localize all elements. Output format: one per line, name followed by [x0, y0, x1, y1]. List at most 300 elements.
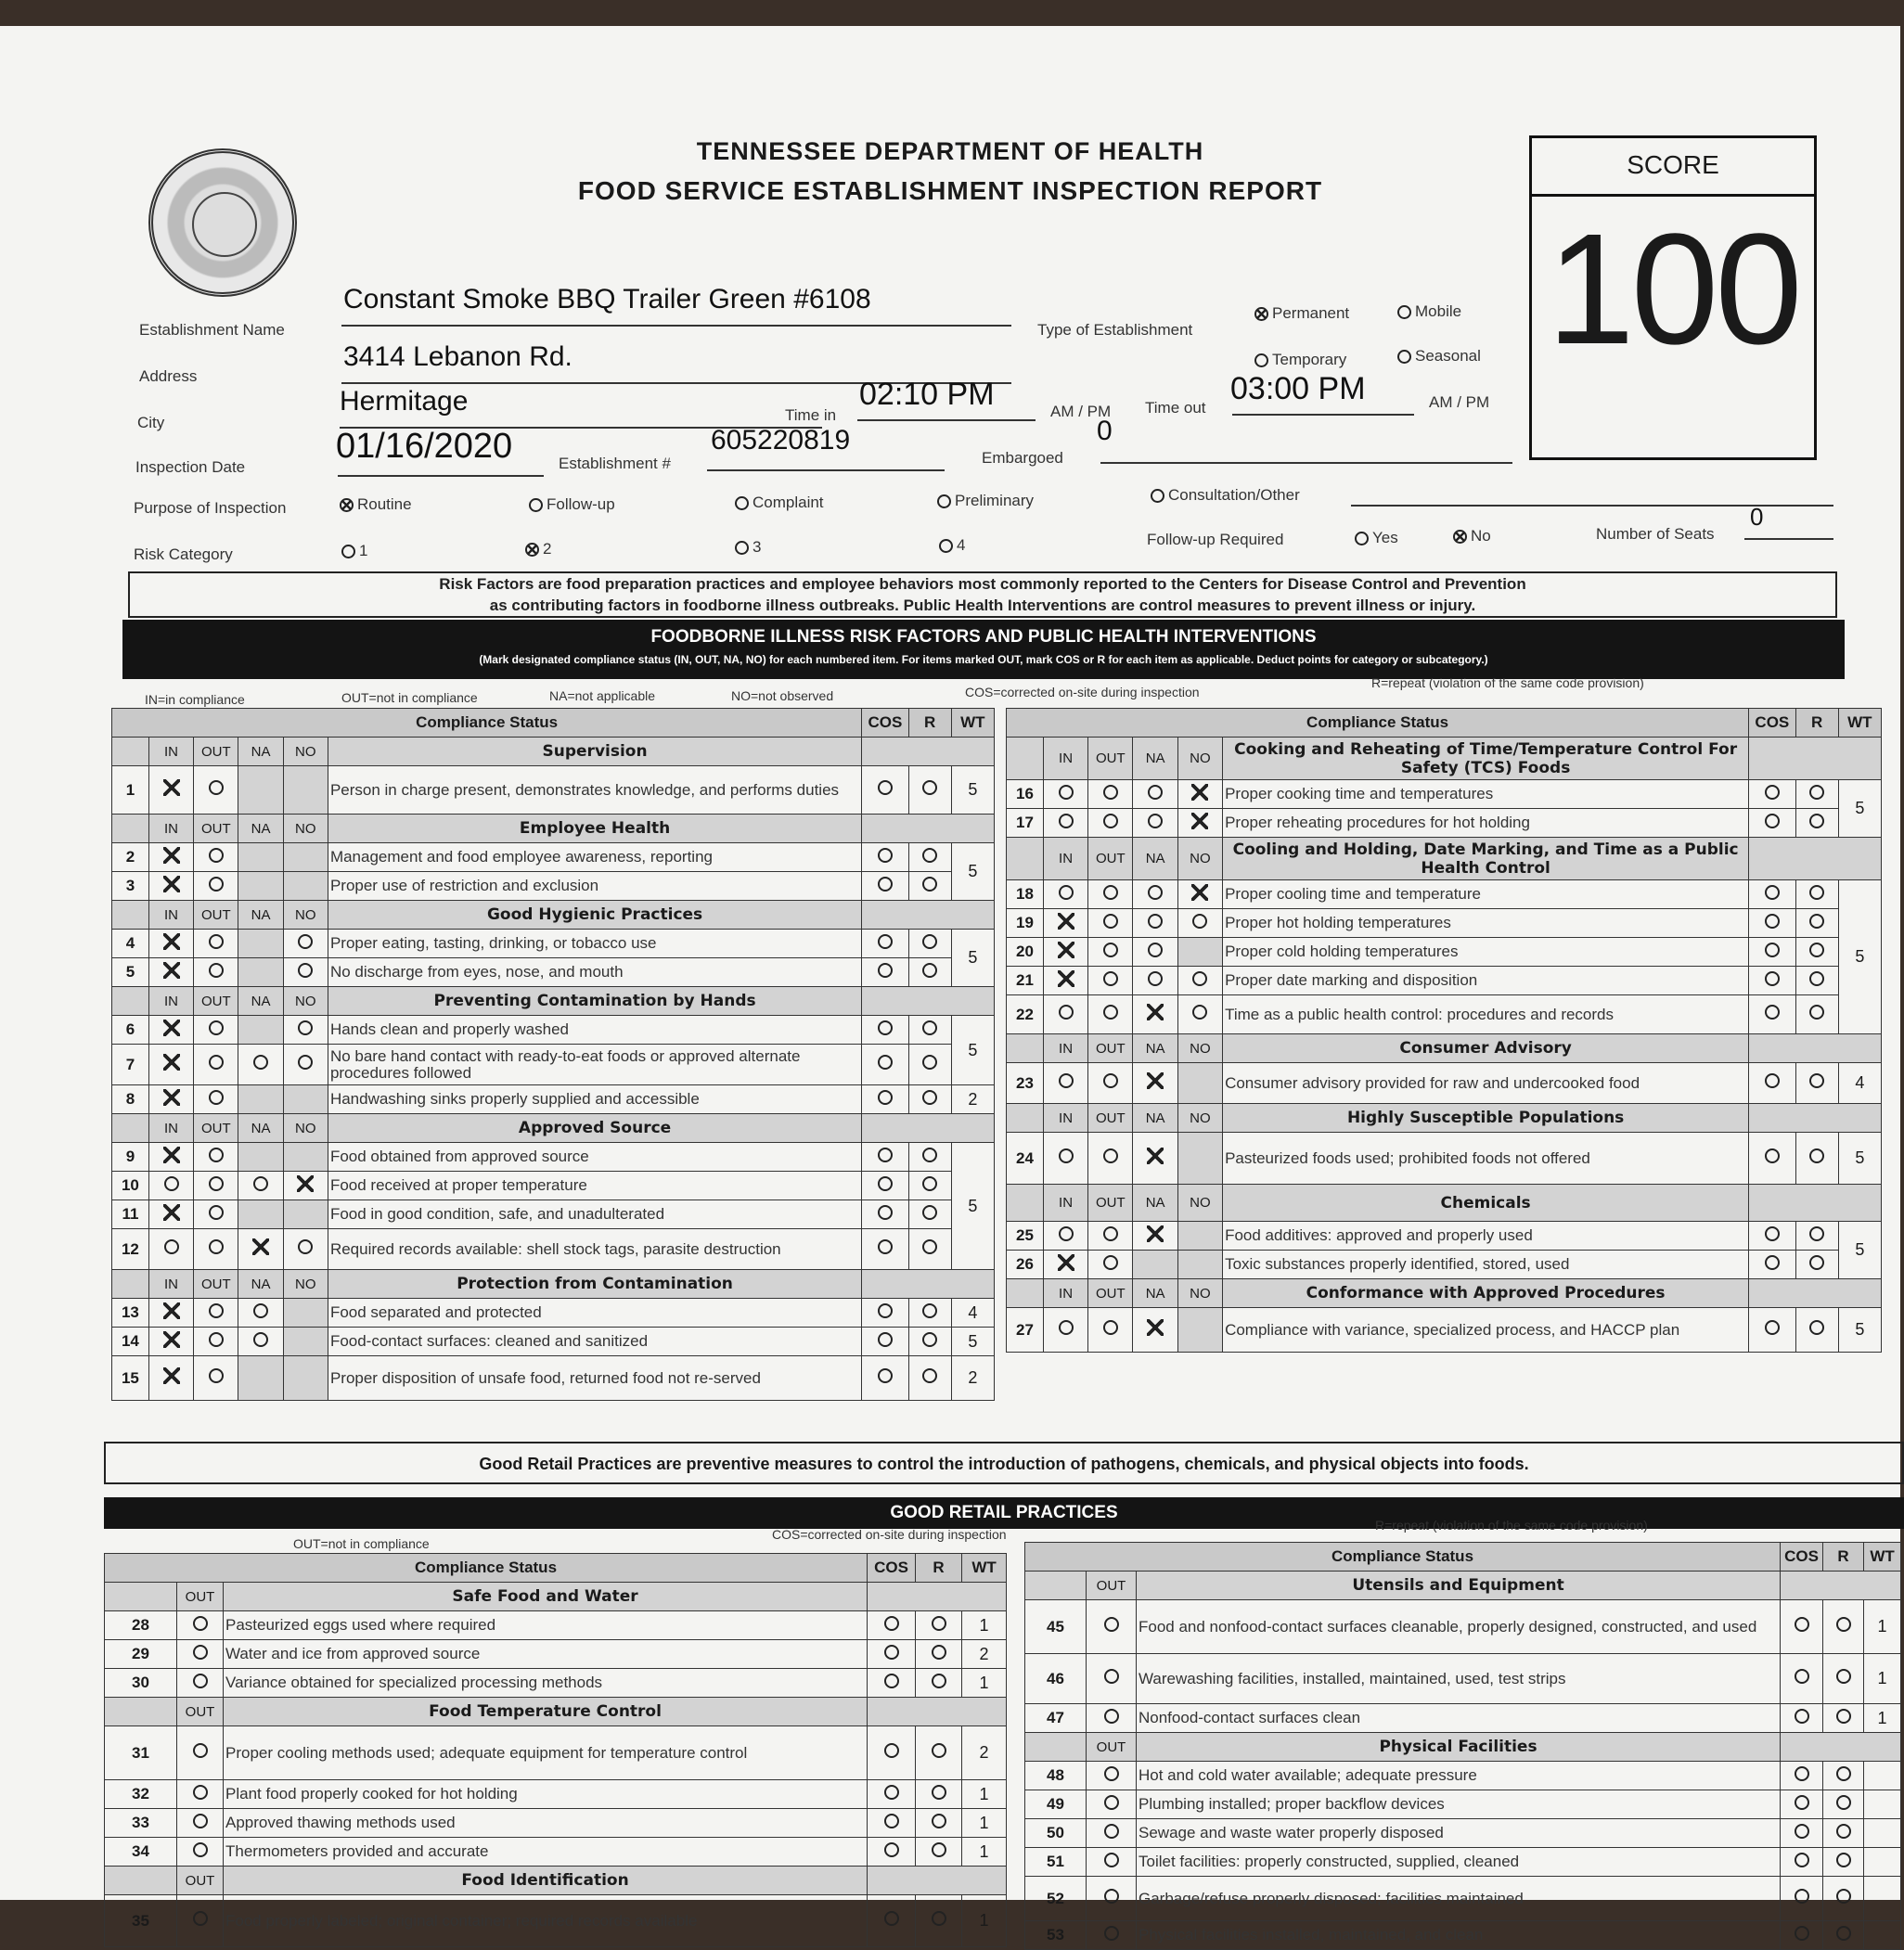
out-radio-icon[interactable] [1104, 1766, 1119, 1781]
category-safe-food: Safe Food and Water [224, 1583, 868, 1611]
radio-icon[interactable] [1148, 814, 1163, 828]
in-mark-icon [163, 1147, 180, 1163]
r-radio-icon[interactable] [922, 1332, 937, 1347]
risk-factor-note-line2: as contributing factors in foodborne illness outbreaks. Public Health Interventions are control measures to prevent illness or injury. [489, 597, 1476, 614]
establishment-name-value: Constant Smoke BBQ Trailer Green #6108 [343, 284, 871, 314]
r-radio-icon[interactable] [922, 877, 937, 892]
r-radio-icon[interactable] [922, 780, 937, 795]
na-mark-icon [252, 1238, 269, 1255]
radio-icon[interactable] [209, 877, 224, 892]
radio-icon[interactable] [1103, 971, 1118, 986]
r-radio-icon[interactable] [1809, 1073, 1824, 1088]
in-mark-icon [163, 962, 180, 979]
purpose-follow-up[interactable]: Follow-up [529, 495, 615, 514]
radio-icon[interactable] [298, 1055, 313, 1070]
table-row: 51 Toilet facilities: properly constructed, supplied, cleaned [1025, 1848, 1901, 1877]
out-radio-icon[interactable] [1104, 1824, 1119, 1839]
table-row: 20 Proper cold holding temperatures [1007, 938, 1882, 967]
table-row: 11 Food in good condition, safe, and unadulterated [112, 1200, 995, 1229]
radio-icon [937, 494, 951, 508]
cos-radio-icon[interactable] [878, 780, 893, 795]
radio-icon[interactable] [253, 1176, 268, 1191]
in-mark-icon [163, 1331, 180, 1348]
purpose-complaint[interactable]: Complaint [735, 494, 824, 512]
radio-icon[interactable] [1059, 785, 1074, 800]
city-label: City [137, 414, 165, 431]
no-mark-icon [1191, 884, 1208, 901]
purpose-routine[interactable]: Routine [340, 495, 412, 514]
category-approved-source: Approved Source [328, 1114, 861, 1143]
radio-icon[interactable] [209, 1090, 224, 1105]
cos-radio-icon[interactable] [1765, 1148, 1780, 1163]
section1-header [122, 620, 1845, 679]
r-radio-icon[interactable] [1836, 1853, 1851, 1867]
r-radio-icon[interactable] [1809, 1226, 1824, 1241]
checked-mark-icon [340, 498, 354, 512]
r-radio-icon[interactable] [922, 1303, 937, 1318]
radio-icon[interactable] [1059, 814, 1074, 828]
radio-icon[interactable] [298, 934, 313, 949]
radio-icon[interactable] [1103, 1073, 1118, 1088]
inspection-date-line [338, 475, 544, 477]
compliance-status-header: Compliance Status [1025, 1543, 1781, 1572]
in-mark-icon [1058, 913, 1074, 930]
cos-header: COS [862, 709, 908, 738]
cos-radio-icon[interactable] [884, 1911, 899, 1926]
radio-icon[interactable] [253, 1303, 268, 1318]
radio-icon[interactable] [209, 1020, 224, 1035]
na-mark-icon [1147, 1319, 1164, 1336]
risk-1[interactable]: 1 [341, 542, 367, 560]
r-radio-icon[interactable] [932, 1743, 946, 1758]
out-radio-icon[interactable] [193, 1645, 208, 1660]
table-row: 1 Person in charge present, demonstrates knowledge, and performs duties 5 [112, 766, 995, 815]
cos-radio-icon[interactable] [1795, 1709, 1809, 1724]
cos-radio-icon[interactable] [1795, 1824, 1809, 1839]
table-row: 27 Compliance with variance, specialized process, and HACCP plan 5 [1007, 1308, 1882, 1353]
table-row: 32 Plant food properly cooked for hot holding 1 [105, 1780, 1007, 1809]
cos-radio-icon[interactable] [1765, 1255, 1780, 1270]
time-out-ampm: AM / PM [1429, 393, 1490, 411]
r-radio-icon[interactable] [1836, 1824, 1851, 1839]
r-radio-icon[interactable] [932, 1645, 946, 1660]
na-mark-icon [1147, 1148, 1164, 1164]
radio-icon[interactable] [209, 1239, 224, 1254]
section1-title: FOODBORNE ILLNESS RISK FACTORS AND PUBLIC HEALTH INTERVENTIONS [650, 627, 1317, 647]
r-radio-icon[interactable] [1809, 1005, 1824, 1020]
category-row: IN OUT NA NO Supervision [112, 738, 995, 766]
r-radio-icon[interactable] [922, 963, 937, 978]
table-row: 46 Warewashing facilities, installed, maintained, used, test strips 1 [1025, 1654, 1901, 1704]
out-radio-icon[interactable] [193, 1674, 208, 1688]
r-radio-icon[interactable] [932, 1616, 946, 1631]
cos-radio-icon[interactable] [1795, 1669, 1809, 1684]
in-mark-icon [163, 1367, 180, 1384]
followup-no[interactable]: No [1453, 527, 1491, 545]
section1-subtitle: (Mark designated compliance status (IN, OUT, NA, NO) for each numbered item. For items marked OUT, mark COS or R for each item as applicable. Deduct points for category or subcategory.) [479, 653, 1488, 666]
out-radio-icon[interactable] [1104, 1709, 1119, 1724]
table-row: 28 Pasteurized eggs used where required 1 [105, 1611, 1007, 1640]
category-row: OUT Food Temperature Control [105, 1698, 1007, 1726]
radio-icon[interactable] [1103, 814, 1118, 828]
table-row: 50 Sewage and waste water properly disposed [1025, 1819, 1901, 1848]
radio-icon[interactable] [1059, 885, 1074, 900]
out-radio-icon[interactable] [193, 1814, 208, 1828]
radio-icon[interactable] [209, 1332, 224, 1347]
r-radio-icon[interactable] [932, 1674, 946, 1688]
r-radio-icon[interactable] [1809, 914, 1824, 929]
table-row: 23 Consumer advisory provided for raw and undercooked food 4 [1007, 1063, 1882, 1104]
r-radio-icon[interactable] [1836, 1669, 1851, 1684]
cos-radio-icon[interactable] [878, 1303, 893, 1318]
radio-icon[interactable] [1103, 1255, 1118, 1270]
section2-title: GOOD RETAIL PRACTICES [104, 1497, 1904, 1529]
r-radio-icon[interactable] [1836, 1889, 1851, 1904]
in-mark-icon [163, 1020, 180, 1036]
radio-icon [1254, 353, 1268, 367]
radio-icon [341, 545, 355, 558]
cos-radio-icon[interactable] [1765, 943, 1780, 957]
cos-radio-icon[interactable] [878, 1205, 893, 1220]
radio-icon[interactable] [1103, 1226, 1118, 1241]
cos-radio-icon[interactable] [878, 1239, 893, 1254]
embargoed-value: 0 [1097, 416, 1113, 446]
address-label: Address [139, 367, 198, 385]
in-mark-icon [1058, 970, 1074, 987]
r-radio-icon[interactable] [1809, 1148, 1824, 1163]
radio-icon[interactable] [209, 848, 224, 863]
cos-radio-icon[interactable] [884, 1616, 899, 1631]
radio-icon[interactable] [298, 963, 313, 978]
wt-header: WT [951, 709, 994, 738]
radio-icon[interactable] [298, 1239, 313, 1254]
category-row: IN OUT NA NO Cooling and Holding, Date Marking, and Time as a Public Health Control [1007, 838, 1882, 880]
cos-radio-icon[interactable] [1765, 1226, 1780, 1241]
table-row: 45 Food and nonfood-contact surfaces cleanable, properly designed, constructed, and used 1 [1025, 1600, 1901, 1654]
out-radio-icon[interactable] [1104, 1889, 1119, 1904]
cos-radio-icon[interactable] [1795, 1926, 1809, 1941]
radio-icon[interactable] [209, 1055, 224, 1070]
cos-radio-icon[interactable] [878, 934, 893, 949]
out-radio-icon[interactable] [193, 1911, 208, 1926]
radio-icon[interactable] [209, 780, 224, 795]
type-mobile[interactable]: Mobile [1397, 302, 1461, 321]
category-temperature: Food Temperature Control [224, 1698, 868, 1726]
table-row: 33 Approved thawing methods used 1 [105, 1809, 1007, 1838]
cos-radio-icon[interactable] [1765, 1005, 1780, 1020]
radio-icon[interactable] [1192, 914, 1207, 929]
cos-radio-icon[interactable] [1765, 814, 1780, 828]
na-mark-icon [1147, 1072, 1164, 1089]
radio-icon[interactable] [298, 1020, 313, 1035]
r-radio-icon[interactable] [932, 1911, 946, 1926]
no-mark-icon [1191, 784, 1208, 801]
cos-radio-icon[interactable] [878, 848, 893, 863]
city-value: Hermitage [340, 386, 469, 417]
purpose-label: Purpose of Inspection [134, 499, 287, 517]
seats-line [1744, 538, 1833, 540]
radio-icon[interactable] [209, 1148, 224, 1162]
r-radio-icon[interactable] [1836, 1617, 1851, 1632]
cos-radio-icon[interactable] [884, 1743, 899, 1758]
radio-icon[interactable] [209, 1368, 224, 1383]
compliance-status-header: Compliance Status [112, 709, 862, 738]
table-row: 52 Garbage/refuse properly disposed; facilities maintained [1025, 1877, 1901, 1921]
r-radio-icon[interactable] [922, 1239, 937, 1254]
cos-radio-icon[interactable] [1765, 914, 1780, 929]
in-mark-icon [163, 1302, 180, 1319]
cos-radio-icon[interactable] [1795, 1795, 1809, 1810]
seats-value: 0 [1750, 503, 1764, 531]
table-row: 24 Pasteurized foods used; prohibited foods not offered 5 [1007, 1133, 1882, 1185]
type-temporary[interactable]: Temporary [1254, 351, 1346, 369]
table-row: 48 Hot and cold water available; adequate pressure [1025, 1762, 1901, 1790]
good-retail-right-table: Compliance Status COS R WT OUT Utensils and Equipment 45 Food and nonfood-contact surfaces cleanable, properly designed, constructed, and used 1 46 Warewashing facilities, installed, maintained, used, test strips 1 47 Nonfood-contact surfaces clean 1 OUT Physical Facilities 48 Hot and cold water available; adequate pressure 49 Plumbing installed; proper backflow devices 50 Sewage and waste water properly disposed 51 Toilet facilities: properly constructed, supplied, cleaned 52 Garbage/refuse properly disposed; facilities maintained 53 Physical facilities installed, maintained, and clean [1024, 1542, 1901, 1950]
radio-icon[interactable] [1148, 943, 1163, 957]
category-row: IN OUT NA NO Chemicals [1007, 1185, 1882, 1222]
radio-icon[interactable] [209, 1176, 224, 1191]
category-protection: Protection from Contamination [328, 1270, 861, 1299]
r-radio-icon[interactable] [932, 1785, 946, 1800]
cos-radio-icon[interactable] [884, 1842, 899, 1857]
r-radio-icon[interactable] [922, 1176, 937, 1191]
cos-radio-icon[interactable] [878, 1148, 893, 1162]
purpose-preliminary[interactable]: Preliminary [937, 492, 1034, 510]
radio-icon[interactable] [1103, 914, 1118, 929]
table-row: 30 Variance obtained for specialized processing methods 1 [105, 1669, 1007, 1698]
table-row: 21 Proper date marking and disposition [1007, 967, 1882, 995]
radio-icon[interactable] [209, 1303, 224, 1318]
cos-radio-icon[interactable] [878, 1055, 893, 1070]
category-row: IN OUT NA NO Consumer Advisory [1007, 1034, 1882, 1063]
radio-icon[interactable] [164, 1176, 179, 1191]
r-radio-icon[interactable] [932, 1842, 946, 1857]
radio-icon[interactable] [1059, 1073, 1074, 1088]
risk-2[interactable]: 2 [525, 540, 551, 558]
radio-icon[interactable] [1103, 1005, 1118, 1020]
r-radio-icon[interactable] [932, 1814, 946, 1828]
r-radio-icon[interactable] [922, 1148, 937, 1162]
type-seasonal[interactable]: Seasonal [1397, 347, 1481, 366]
risk-factors-right-table: Compliance Status COS R WT IN OUT NA NO Cooking and Reheating of Time/Temperature Control For Safety (TCS) Foods 16 Proper cooking time and temperatures 5 17 Proper reheating procedures for hot holding IN OUT NA NO Cooling and Holding, Date Marking, and Time as a Public Health Control 18 Proper cooling time and temperature 5 19 Proper hot holding temperatures 20 Proper cold holding temperatures 21 Proper date marking and disposition 22 Time as a public health control: procedures and records IN OUT NA NO Consumer Advisory 23 Consumer advisory provided for raw and undercooked food 4 IN OUT NA NO Highly Susceptible Populations 24 Pasteurized foods used; prohibited foods not offered 5 IN OUT NA NO Chemicals 25 Food additives: approved and properly used 5 26 Toxic substances properly identified, stored, used IN OUT NA NO Conformance with Approved Procedures 27 Compliance with variance, specialized process, and HACCP plan 5 [1006, 708, 1882, 1353]
out-radio-icon[interactable] [1104, 1617, 1119, 1632]
radio-icon[interactable] [253, 1055, 268, 1070]
radio-icon[interactable] [1103, 785, 1118, 800]
table-row: 34 Thermometers provided and accurate 1 [105, 1838, 1007, 1867]
category-advisory: Consumer Advisory [1223, 1034, 1749, 1063]
cos-radio-icon[interactable] [1765, 971, 1780, 986]
radio-icon[interactable] [1192, 971, 1207, 986]
time-in-label: Time in [785, 406, 837, 424]
cos-radio-icon[interactable] [878, 1090, 893, 1105]
cos-radio-icon[interactable] [1765, 1073, 1780, 1088]
radio-icon[interactable] [1103, 1148, 1118, 1163]
table-row: 22 Time as a public health control: procedures and records [1007, 995, 1882, 1034]
table-row: 14 Food-contact surfaces: cleaned and sanitized 5 [112, 1328, 995, 1356]
radio-icon[interactable] [1059, 1226, 1074, 1241]
radio-icon[interactable] [1103, 885, 1118, 900]
radio-icon[interactable] [1148, 785, 1163, 800]
cos-radio-icon[interactable] [1795, 1766, 1809, 1781]
cos-radio-icon[interactable] [878, 1368, 893, 1383]
r-radio-icon[interactable] [1809, 1255, 1824, 1270]
r-radio-icon[interactable] [1809, 885, 1824, 900]
radio-icon[interactable] [209, 1205, 224, 1220]
radio-icon[interactable] [1192, 1005, 1207, 1020]
in-mark-icon [1058, 1254, 1074, 1271]
r-radio-icon[interactable] [922, 1368, 937, 1383]
table-row: 12 Required records available: shell stock tags, parasite destruction [112, 1229, 995, 1270]
risk-3[interactable]: 3 [735, 538, 761, 557]
radio-icon [1397, 350, 1411, 364]
score-label: SCORE [1532, 138, 1814, 197]
radio-icon[interactable] [164, 1239, 179, 1254]
checked-mark-icon [525, 543, 539, 557]
radio-icon[interactable] [209, 934, 224, 949]
risk-category-label: Risk Category [134, 545, 233, 563]
category-employee-health: Employee Health [328, 815, 861, 843]
r-radio-icon[interactable] [922, 1205, 937, 1220]
table-row: 10 Food received at proper temperature [112, 1172, 995, 1200]
radio-icon[interactable] [209, 963, 224, 978]
out-radio-icon[interactable] [193, 1842, 208, 1857]
r-radio-icon[interactable] [1836, 1709, 1851, 1724]
establishment-name-label: Establishment Name [139, 321, 285, 339]
risk-factor-note-line1: Risk Factors are food preparation practices and employee behaviors most commonly reported to the Centers for Disease Control and Prevention [439, 575, 1526, 593]
category-row: IN OUT NA NO Employee Health [112, 815, 995, 843]
r-radio-icon[interactable] [922, 848, 937, 863]
cos-radio-icon[interactable] [878, 1020, 893, 1035]
table-row: 53 Physical facilities installed, maintained, and clean [1025, 1921, 1901, 1950]
table-row: 47 Nonfood-contact surfaces clean 1 [1025, 1704, 1901, 1733]
cos-radio-icon[interactable] [878, 963, 893, 978]
cos-radio-icon[interactable] [1795, 1853, 1809, 1867]
legend-in: IN=in compliance [145, 692, 245, 707]
cos-radio-icon[interactable] [1765, 785, 1780, 800]
r-radio-icon[interactable] [1809, 785, 1824, 800]
category-chemicals: Chemicals [1223, 1185, 1749, 1222]
legend-out: OUT=not in compliance [341, 690, 478, 705]
r-radio-icon[interactable] [1809, 814, 1824, 828]
table-row: 29 Water and ice from approved source 2 [105, 1640, 1007, 1669]
out-radio-icon[interactable] [193, 1743, 208, 1758]
inspection-date-value: 01/16/2020 [336, 427, 513, 466]
risk-4[interactable]: 4 [939, 536, 965, 555]
radio-icon[interactable] [1148, 914, 1163, 929]
compliance-status-header: Compliance Status [105, 1554, 868, 1583]
legend-r: R=repeat (violation of the same code provision) [1371, 675, 1644, 690]
establishment-no-label: Establishment # [559, 455, 671, 472]
cos-radio-icon[interactable] [884, 1814, 899, 1828]
legend2-out: OUT=not in compliance [293, 1536, 430, 1551]
radio-icon [735, 541, 749, 555]
table-row: 26 Toxic substances properly identified, stored, used [1007, 1251, 1882, 1279]
cos-radio-icon[interactable] [1765, 885, 1780, 900]
score-value: 100 [1547, 201, 1799, 378]
radio-icon[interactable] [253, 1332, 268, 1347]
r-radio-icon[interactable] [1809, 1320, 1824, 1335]
out-radio-icon[interactable] [193, 1616, 208, 1631]
cos-radio-icon[interactable] [1795, 1889, 1809, 1904]
radio-icon[interactable] [1059, 1320, 1074, 1335]
na-mark-icon [1147, 1004, 1164, 1020]
radio-icon[interactable] [1148, 885, 1163, 900]
cos-radio-icon[interactable] [878, 1176, 893, 1191]
radio-icon[interactable] [1059, 1148, 1074, 1163]
cos-radio-icon[interactable] [878, 877, 893, 892]
legend-no: NO=not observed [731, 688, 834, 703]
out-radio-icon[interactable] [1104, 1669, 1119, 1684]
report-title-line2: FOOD SERVICE ESTABLISHMENT INSPECTION REPORT [577, 176, 1323, 205]
out-radio-icon[interactable] [1104, 1795, 1119, 1810]
radio-icon[interactable] [1059, 1005, 1074, 1020]
inspection-date-label: Inspection Date [135, 458, 246, 476]
good-retail-note: Good Retail Practices are preventive measures to control the introduction of pathogens, chemicals, and physical objects into foods. [104, 1442, 1904, 1484]
report-title-line1: TENNESSEE DEPARTMENT OF HEALTH [696, 137, 1204, 165]
time-in-line [857, 419, 1036, 421]
cos-radio-icon[interactable] [1765, 1320, 1780, 1335]
cos-radio-icon[interactable] [1795, 1617, 1809, 1632]
followup-yes[interactable]: Yes [1355, 529, 1398, 547]
type-permanent[interactable]: Permanent [1254, 304, 1349, 323]
purpose-consultation[interactable]: Consultation/Other [1151, 486, 1300, 505]
radio-icon [1355, 532, 1369, 545]
category-row: OUT Safe Food and Water [105, 1583, 1007, 1611]
r-radio-icon[interactable] [1836, 1766, 1851, 1781]
checked-mark-icon [1453, 530, 1467, 544]
time-out-line [1232, 414, 1414, 416]
out-radio-icon[interactable] [1104, 1853, 1119, 1867]
legend2-r: R=repeat (violation of the same code provision) [1375, 1518, 1648, 1533]
radio-icon[interactable] [1148, 971, 1163, 986]
table-row: 31 Proper cooling methods used; adequate equipment for temperature control 2 [105, 1726, 1007, 1780]
category-utensils: Utensils and Equipment [1137, 1572, 1781, 1600]
r-radio-icon[interactable] [922, 934, 937, 949]
category-hygienic: Good Hygienic Practices [328, 901, 861, 930]
radio-icon[interactable] [1103, 943, 1118, 957]
out-radio-icon[interactable] [193, 1785, 208, 1800]
in-mark-icon [163, 847, 180, 864]
risk-factors-left-table [111, 708, 995, 1401]
score-box [1529, 135, 1817, 460]
cos-radio-icon[interactable] [884, 1785, 899, 1800]
cos-radio-icon[interactable] [878, 1332, 893, 1347]
out-radio-icon[interactable] [1104, 1926, 1119, 1941]
r-radio-icon[interactable] [1809, 971, 1824, 986]
cos-radio-icon[interactable] [884, 1645, 899, 1660]
seats-label: Number of Seats [1596, 525, 1715, 543]
radio-icon[interactable] [1103, 1320, 1118, 1335]
table-row: 16 Proper cooking time and temperatures 5 [1007, 780, 1882, 809]
radio-icon [1151, 489, 1164, 503]
r-radio-icon[interactable] [922, 1090, 937, 1105]
legend-na: NA=not applicable [549, 688, 656, 703]
risk-factor-note [128, 571, 1837, 618]
category-row: IN OUT NA NO Preventing Contamination by Hands [112, 987, 995, 1016]
establishment-name-line [341, 325, 1011, 327]
in-mark-icon [163, 1204, 180, 1221]
r-radio-icon[interactable] [922, 1055, 937, 1070]
table-row: 25 Food additives: approved and properly used 5 [1007, 1222, 1882, 1251]
r-radio-icon[interactable] [1836, 1926, 1851, 1941]
r-radio-icon[interactable] [1836, 1795, 1851, 1810]
r-radio-icon[interactable] [1809, 943, 1824, 957]
cos-radio-icon[interactable] [884, 1674, 899, 1688]
radio-icon [939, 539, 953, 553]
r-radio-icon[interactable] [922, 1020, 937, 1035]
legend2-cos: COS=corrected on-site during inspection [772, 1527, 1007, 1542]
radio-icon [1397, 305, 1411, 319]
